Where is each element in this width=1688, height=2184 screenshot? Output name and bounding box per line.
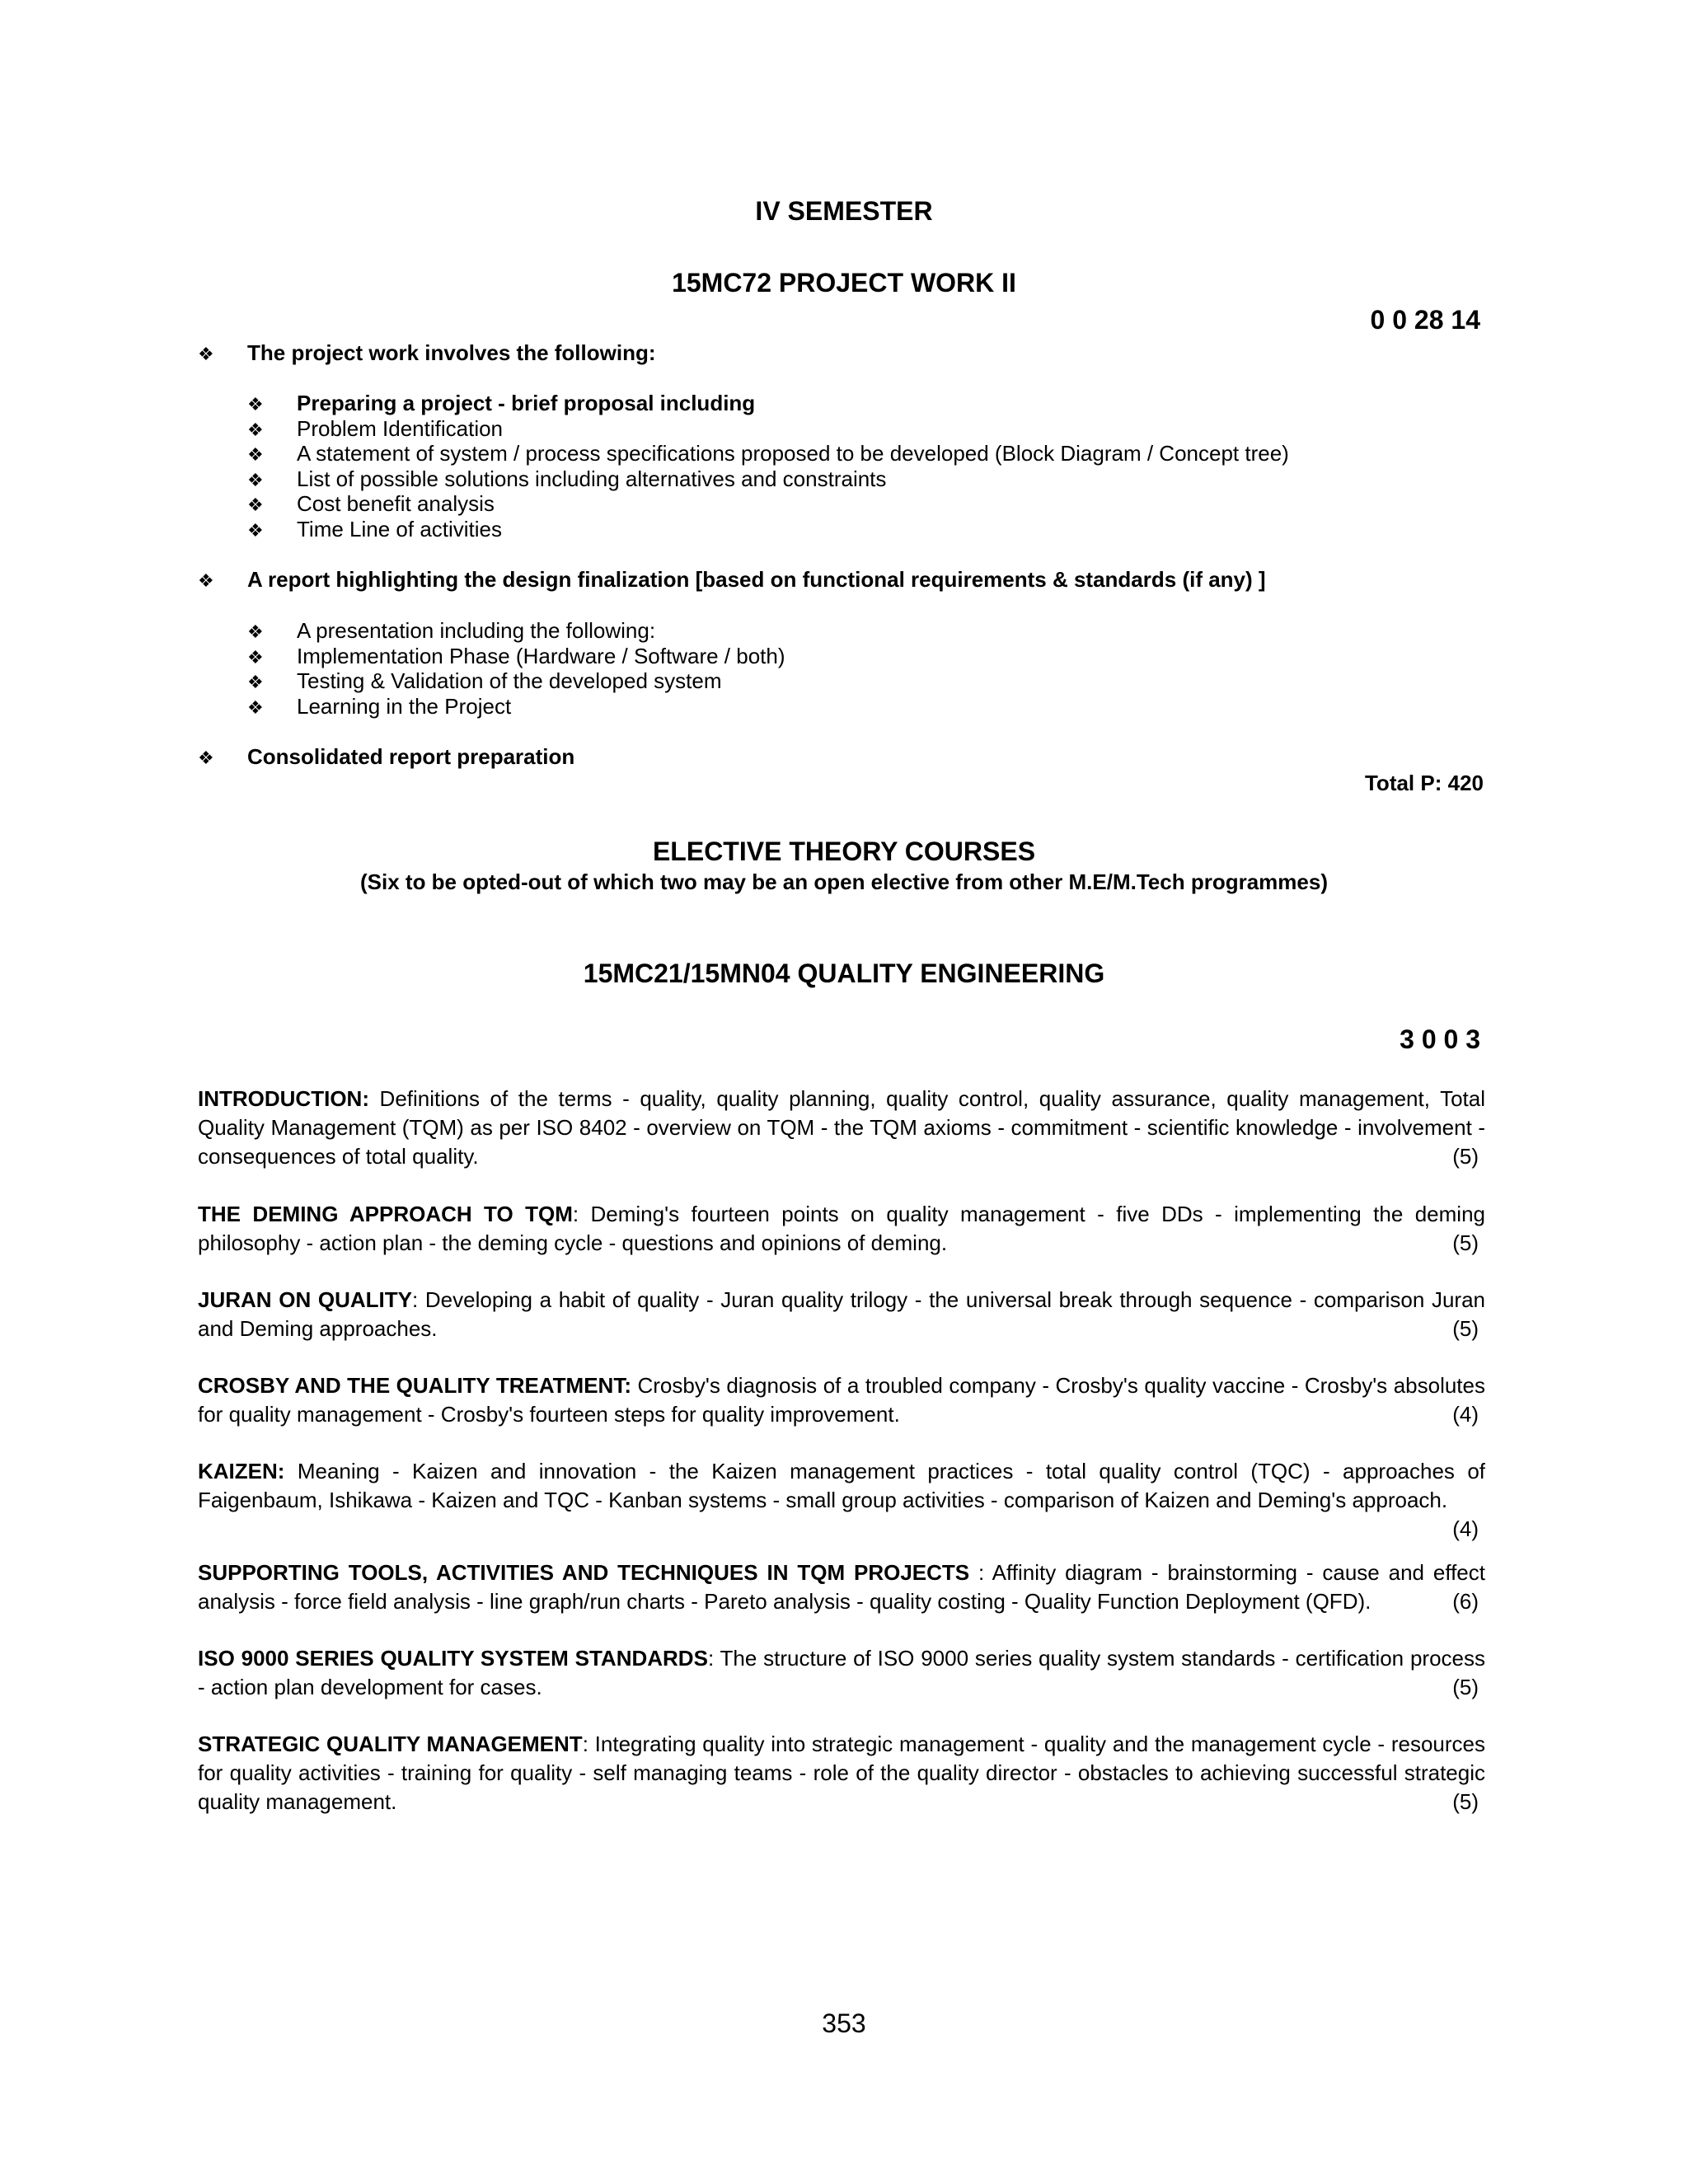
project-credits: 0 0 28 14 [1370,305,1480,335]
unit-paragraph: STRATEGIC QUALITY MANAGEMENT: Integrating quality into strategic management - quality and the management cycle - resources for quality activities - training for quality - self managing teams - role of the quality director - obstacles to achieving successful strategic quality management. (5) [198,1730,1485,1816]
project-total: Total P: 420 [1364,771,1484,795]
list-item: ❖ List of possible solutions including alternatives and constraints [247,466,887,491]
course-title: 15MC21/15MN04 QUALITY ENGINEERING [583,958,1105,988]
unit-heading: STRATEGIC QUALITY MANAGEMENT [198,1732,583,1756]
unit-heading: KAIZEN: [198,1459,285,1483]
unit-hours: (4) [1452,1402,1479,1427]
unit-heading: ISO 9000 SERIES QUALITY SYSTEM STANDARDS [198,1646,708,1671]
diamond-bullet-icon: ❖ [247,621,264,642]
list-item: ❖ The project work involves the following: [198,340,656,365]
list-item: ❖ Problem Identification [247,416,504,441]
unit-heading: CROSBY AND THE QUALITY TREATMENT: [198,1373,631,1398]
diamond-bullet-icon: ❖ [247,697,264,718]
semester-heading: IV SEMESTER [755,196,933,226]
course-credits: 3 0 0 3 [1400,1024,1480,1054]
unit-hours: (5) [1452,1230,1479,1255]
diamond-bullet-icon: ❖ [247,470,264,490]
list-item: ❖ Cost benefit analysis [247,491,495,516]
diamond-bullet-icon: ❖ [247,647,264,668]
elective-subtitle: (Six to be opted-out of which two may be an open elective from other M.E/M.Tech programmes) [360,869,1328,894]
unit-heading: SUPPORTING TOOLS, ACTIVITIES AND TECHNIQUES IN TQM PROJECTS [198,1560,970,1585]
unit-hours: (5) [1452,1789,1479,1814]
unit-paragraph: KAIZEN: Meaning - Kaizen and innovation - the Kaizen management practices - total quality control (TQC) - approaches of Faigenbaum, Ishikawa - Kaizen and TQC - Kanban systems - small group activities - comparison of Kaizen and Deming's approach. (4) [198,1457,1485,1544]
diamond-bullet-icon: ❖ [198,570,214,591]
list-item: ❖ Implementation Phase (Hardware / Software / both) [247,644,785,668]
unit-paragraph: THE DEMING APPROACH TO TQM: Deming's fourteen points on quality management - five DDs - implementing the deming philosophy - action plan - the deming cycle - questions and opinions of deming. (5) [198,1200,1485,1258]
unit-paragraph: CROSBY AND THE QUALITY TREATMENT: Crosby's diagnosis of a troubled company - Crosby's quality vaccine - Crosby's absolutes for quality management - Crosby's fourteen steps for quality improvement. (4) [198,1371,1485,1429]
diamond-bullet-icon: ❖ [247,672,264,692]
unit-paragraph: ISO 9000 SERIES QUALITY SYSTEM STANDARDS: The structure of ISO 9000 series quality system standards - certification process - action plan development for cases. (5) [198,1644,1485,1702]
unit-hours: (6) [1452,1589,1479,1614]
page-number: 353 [822,2008,866,2038]
list-item: ❖ A statement of system / process specifications proposed to be developed (Block Diagram / Concept tree) [247,441,1289,466]
unit-heading: INTRODUCTION: [198,1086,369,1111]
diamond-bullet-icon: ❖ [247,419,264,440]
list-item: ❖ A presentation including the following: [247,618,656,643]
unit-heading: JURAN ON QUALITY [198,1287,412,1312]
list-item: ❖ Consolidated report preparation [198,744,575,769]
diamond-bullet-icon: ❖ [198,344,214,364]
diamond-bullet-icon: ❖ [247,444,264,465]
diamond-bullet-icon: ❖ [247,494,264,515]
list-item: ❖ Time Line of activities [247,517,503,541]
list-item: ❖ Testing & Validation of the developed system [247,668,722,693]
unit-paragraph: INTRODUCTION: Definitions of the terms - quality, quality planning, quality control, quality assurance, quality management, Total Quality Management (TQM) as per ISO 8402 - overview on TQM - the TQM axioms - commitment - scientific knowledge - involvement - consequences of total quality. (5) [198,1085,1485,1171]
unit-hours: (5) [1452,1316,1479,1341]
project-title: 15MC72 PROJECT WORK II [672,268,1016,298]
diamond-bullet-icon: ❖ [247,520,264,541]
list-item: ❖ Learning in the Project [247,694,512,719]
unit-hours: (5) [1452,1144,1479,1169]
diamond-bullet-icon: ❖ [247,394,264,415]
unit-paragraph: SUPPORTING TOOLS, ACTIVITIES AND TECHNIQUES IN TQM PROJECTS : Affinity diagram - brainstorming - cause and effect analysis - force field analysis - line graph/run charts - Pareto analysis - quality costing - Quality Function Deployment (QFD). (6) [198,1558,1485,1616]
list-item: ❖ Preparing a project - brief proposal including [247,391,756,415]
unit-hours: (4) [1452,1516,1479,1541]
unit-hours: (5) [1452,1675,1479,1699]
elective-heading: ELECTIVE THEORY COURSES [652,837,1036,866]
list-item: ❖ A report highlighting the design finalization [based on functional requirements & standards (if any) ] [198,567,1266,592]
unit-paragraph: JURAN ON QUALITY: Developing a habit of quality - Juran quality trilogy - the universal break through sequence - comparison Juran and Deming approaches. (5) [198,1286,1485,1343]
unit-heading: THE DEMING APPROACH TO TQM [198,1202,573,1226]
diamond-bullet-icon: ❖ [198,748,214,768]
